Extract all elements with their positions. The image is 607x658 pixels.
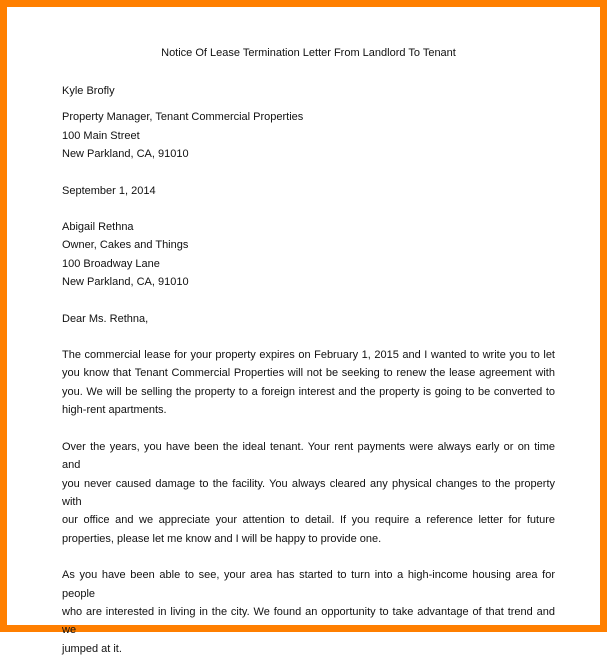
recipient-name: Abigail Rethna — [62, 221, 134, 234]
paragraph-line: jumped at it. — [62, 642, 122, 655]
recipient-title: Owner, Cakes and Things — [62, 239, 189, 252]
paragraph-line: The commercial lease for your property expires on February 1, 2015 and I wanted to write you to let — [62, 349, 555, 362]
salutation-block — [62, 310, 555, 328]
paragraph-line: who are interested in living in the city. We found an opportunity to take advantage of that trend and we — [62, 605, 555, 637]
body-paragraph-1 — [62, 346, 555, 420]
paragraph-line: high-rent apartments. — [62, 404, 167, 417]
body-paragraph-2 — [62, 438, 555, 548]
sender-street: 100 Main Street — [62, 129, 140, 142]
letter-title: Notice Of Lease Termination Letter From Landlord To Tenant — [161, 47, 456, 59]
letter-date: September 1, 2014 — [62, 184, 156, 197]
body-paragraph-3 — [62, 566, 555, 658]
paragraph-line: you know that Tenant Commercial Properties will not be seeking to renew the lease agreement with — [62, 367, 555, 380]
letter-page — [62, 37, 555, 658]
paragraph-line: properties, please let me know and I will be happy to provide one. — [62, 532, 382, 545]
recipient-city: New Parkland, CA, 91010 — [62, 276, 189, 289]
paragraph-line: you never caused damage to the facility. You always cleared any physical changes to the property with — [62, 477, 555, 508]
paragraph-line: As you have been able to see, your area has started to turn into a high-income housing area for people — [62, 569, 555, 600]
sender-name: Kyle Brofly — [62, 85, 115, 97]
sender-city: New Parkland, CA, 91010 — [62, 148, 189, 161]
recipient-address — [62, 218, 555, 292]
recipient-street: 100 Broadway Lane — [62, 257, 160, 270]
paragraph-line: Over the years, you have been the ideal tenant. Your rent payments were always early or on time and — [62, 440, 555, 472]
salutation: Dear Ms. Rethna, — [62, 312, 149, 325]
paragraph-line: our office and we appreciate your attention to detail. If you require a reference letter for future — [62, 514, 555, 527]
sender-title: Property Manager, Tenant Commercial Properties — [62, 111, 304, 124]
date-block — [62, 182, 555, 200]
sender-name-block — [62, 82, 555, 100]
sender-address — [62, 108, 555, 163]
paragraph-line: you. We will be selling the property to a foreign interest and the property is going to be converted to — [62, 385, 555, 398]
